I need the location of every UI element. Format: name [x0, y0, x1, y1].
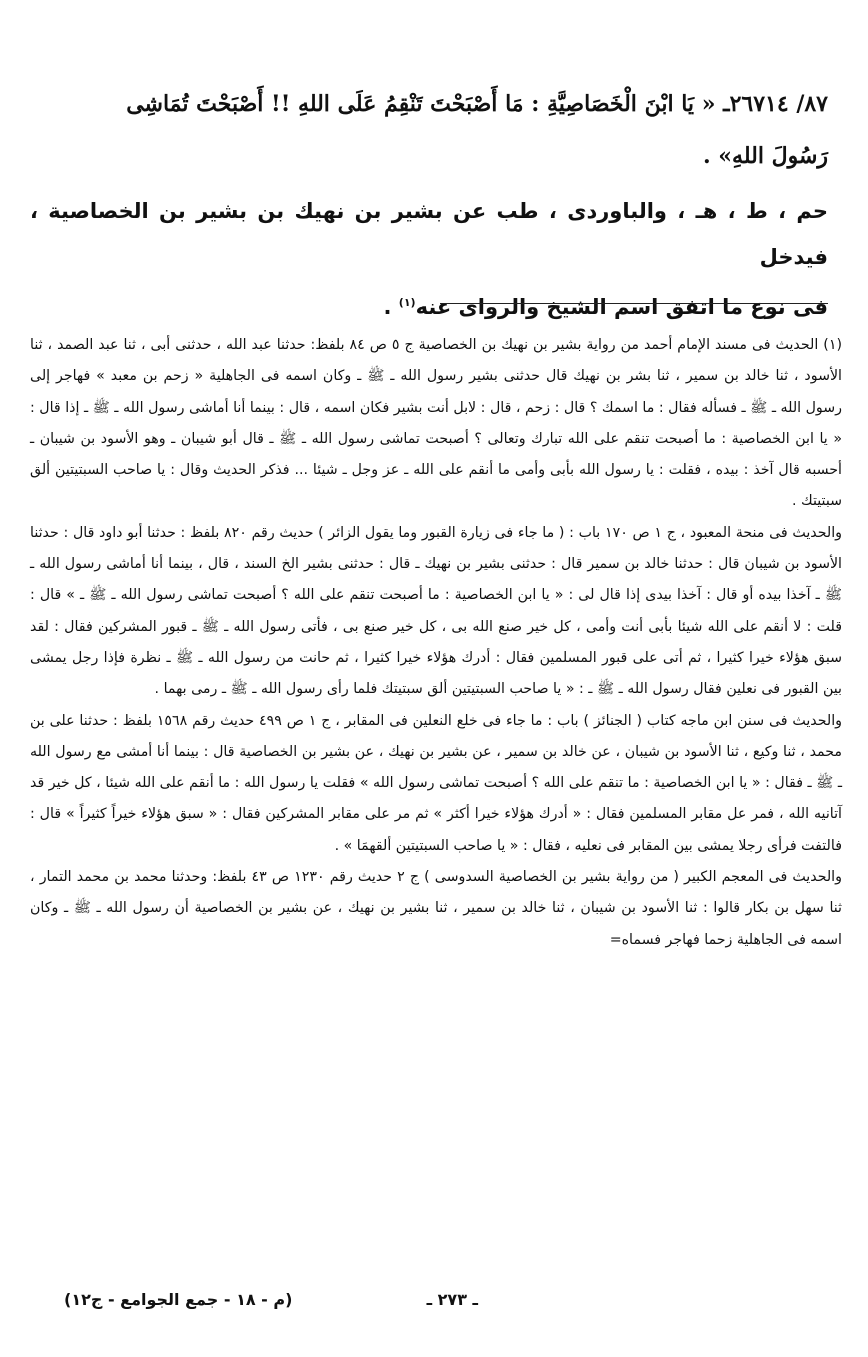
footnote-paragraph-1: (١) الحديث فى مسند الإمام أحمد من رواية بشير بن نهيك بن الخصاصية ج ٥ ص ٨٤ بلفظ: حدثنا عبد الله ، حدثنى أبى ، ثنا عبد الصمد ، ثنا الأسود ، ثنا خالد بن سمير ، ثنا بشر بن نهيك قال حدثنى بشير رسول الله ـ ﷺ ـ وكان اسمه فى الجاهلية « زحم بن معبد » فهاجر إلى رسول الله ـ ﷺ ـ فسأله فقال : ما اسمك ؟ قال : زحم ، قال : لابل أنت بشير فكان اسمه ، قال : بينما أنا أماشى رسول الله ـ ﷺ ـ إذا قال : « يا ابن الخصاصية : ما أصبحت تنقم على الله تبارك وتعالى ؟ أصبحت تماشى رسول الله ـ ﷺ ـ قال أبو شيبان ـ وهو الأسود بن شيبان ـ أحسبه قال آخذ : بيده ، فقلت : يا رسول الله بأبى وأمى ما أنقم على الله ـ عز وجل ـ شيئا ... فذكر الحديث وقال : يا صاحب السبتيتين ألق سبتيتك .: [30, 337, 842, 510]
page-footer: [40, 1290, 808, 1320]
footnote-marker[interactable]: (١): [398, 296, 416, 309]
footnote-separator: [440, 303, 828, 304]
sources-line-1: حم ، ط ، هـ ، والباوردى ، طب عن بشير بن نهيك بن بشير بن الخصاصية ، فيدخل: [30, 199, 828, 269]
footnotes: [30, 330, 842, 956]
hadith-sources: [30, 188, 828, 330]
footnote-paragraph-2: والحديث فى منحة المعبود ، ج ١ ص ١٧٠ باب : ( ما جاء فى زيارة القبور وما يقول الزائر ) حديث رقم ٨٢٠ بلفظ : حدثنا أبو داود قال : حدثنا الأسود بن شيبان قال : حدثنا خالد بن سمير قال : حدثنى بشير بن نهيك ـ قال : حدثنى بشير الخ السند ، قال ، بينما أنا أماشى رسول الله ـ ﷺ ـ آخذا بيده أو قال : آخذا بيدى إذا قال لى : « يا ابن الخصاصية : ما أصبحت تنقم على الله ؟ أصبحت تماشى رسول الله ـ ﷺ ـ » قال : قلت : لا أنقم على الله شيئا بأبى أنت وأمى ، كل خير صنع الله بى ، كل خير صنع بى ، فأتى رسول الله ـ ﷺ ـ قبور المشركين فقال : لقد سبق هؤلاء خيرا كثيرا ، ثم أتى على قبور المسلمين فقال : أدرك هؤلاء خيرا كثيرا ، ثم حانت من رسول الله ـ ﷺ ـ نظرة فإذا رجل يمشى بين القبور فى نعلين فقال رسول الله ـ ﷺ ـ : « يا صاحب السبتيتين ألق سبتيتك فلما رأى رسول الله ـ ﷺ ـ رمى بهما .: [30, 524, 843, 698]
hadith-line-2: رَسُولَ اللهِ» .: [702, 143, 828, 169]
page-number: ـ ٢٧٣ ـ: [426, 1290, 478, 1309]
sources-line-2-end: .: [383, 295, 399, 319]
sources-line-2: فى نوع ما اتفق اسم الشيخ والرواى عنه: [415, 295, 828, 319]
hadith-text: [30, 78, 828, 182]
footnote-paragraph-4: والحديث فى المعجم الكبير ( من رواية بشير بن الخصاصية السدوسى ) ج ٢ حديث رقم ١٢٣٠ ص ٤٣ بلفظ: وحدثنا محمد بن محمد التمار ، ثنا سهل بن بكار قالوا : ثنا الأسود بن شيبان ، ثنا خالد بن سمير ، ثنا بشير بن نهيك ، عن بشير بن الخصاصية أن رسول الله ـ ﷺ ـ وكان اسمه فى الجاهلية زحما فهاجر فسماه=: [30, 869, 842, 948]
hadith-line-1: ٨٧/ ٢٦٧١٤ـ « يَا ابْنَ الْخَصَاصِيَّةِ : مَا أَصْبَحْتَ تَنْقِمُ عَلَى اللهِ !! أَصْبَحْتَ تُمَاشِى: [126, 91, 828, 117]
book-reference: (م - ١٨ - جمع الجوامع - ج١٢): [64, 1290, 293, 1309]
footnote-paragraph-3: والحديث فى سنن ابن ماجه كتاب ( الجنائز ) باب : ما جاء فى خلع النعلين فى المقابر ، ج ١ ص ٤٩٩ حديث رقم ١٥٦٨ بلفظ : حدثنا على بن محمد ، ثنا وكيع ، ثنا الأسود بن شيبان ، عن خالد بن سمير ، عن بشير بن نهيك ، عن بشير بن الخصاصية قال : بينما أنا أمشى مع رسول الله ـ ﷺ ـ فقال : « يا ابن الخصاصية : ما تنقم على الله ؟ أصبحت تماشى رسول الله » فقلت يا رسول الله : ما أنقم على الله شيئا ، كل خير قد آتانيه الله ، فمر عل مقابر المسلمين فقال : « أدرك هؤلاء خيرا أكثر » ثم مر على مقابر المشركين فقال : « سبق هؤلاء خيراً كثيراً » قال : فالتفت فرأى رجلا يمشى بين المقابر فى نعليه ، فقال : « يا صاحب السبتيتين ألقهمَا » .: [30, 712, 842, 854]
main-text: [30, 78, 828, 330]
